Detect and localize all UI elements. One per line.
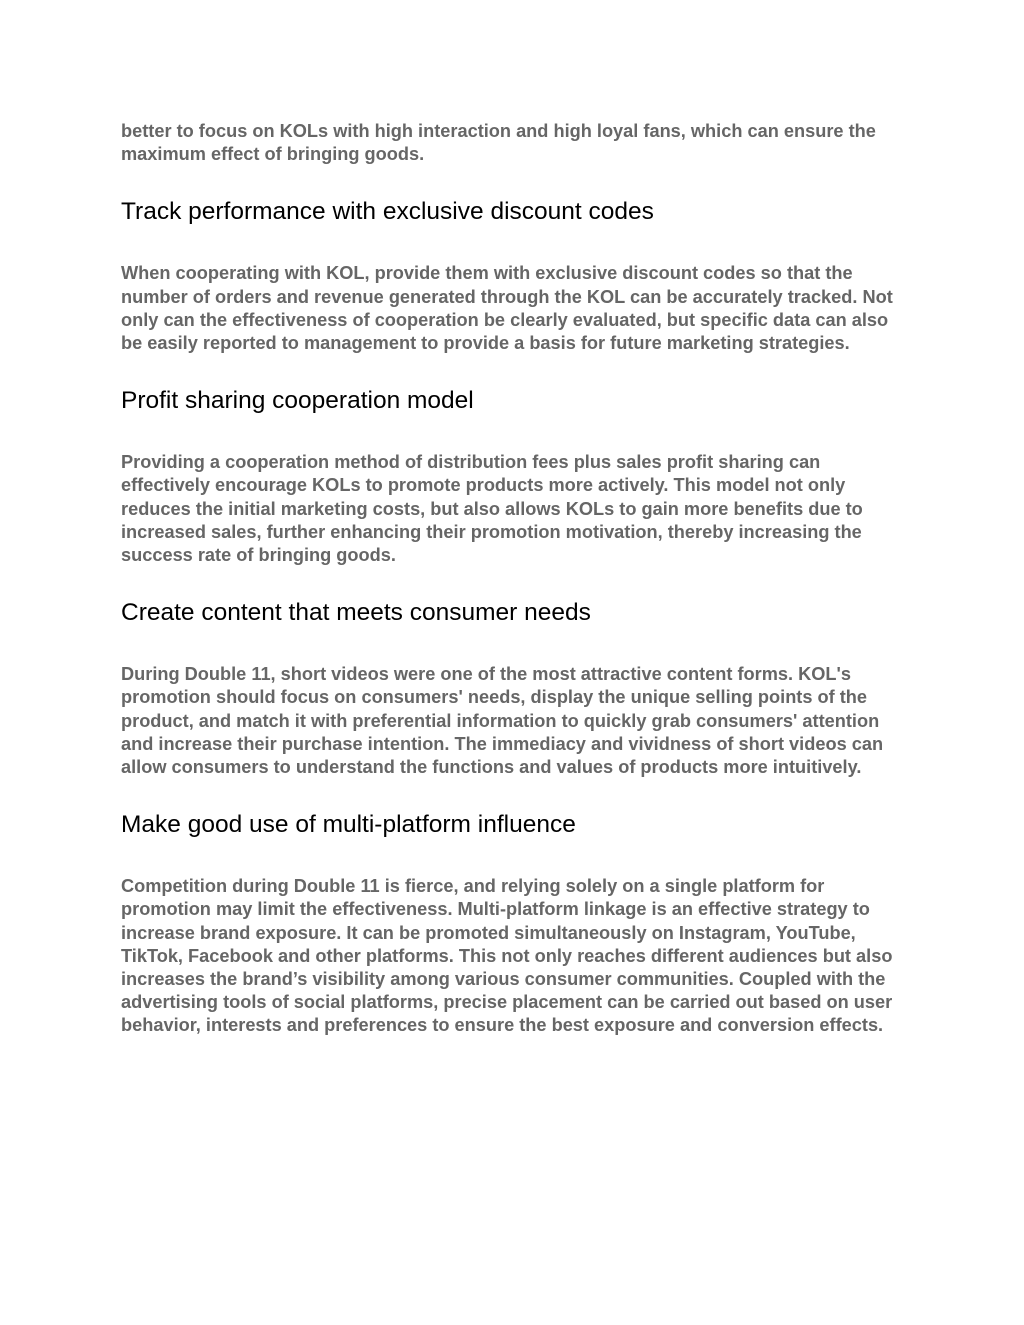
section-heading-consumer-content: Create content that meets consumer needs bbox=[121, 599, 591, 627]
section-heading-multi-platform: Make good use of multi-platform influence bbox=[121, 811, 576, 839]
section-body-multi-platform: Competition during Double 11 is fierce, and relying solely on a single platform for promotion may limit the effectiveness. Multi-platform linkage is an effective strategy to increase brand exposure. It can be promoted simultaneously on Instagram, YouTube, TikTok, Facebook and other platforms. This not only reaches different audiences but also increases the brand’s visibility among various consumer communities. Coupled with the advertising tools of social platforms, precise placement can be carried out based on user behavior, interests and preferences to ensure the best exposure and conversion effects. bbox=[121, 876, 893, 1036]
section-body-discount-codes: When cooperating with KOL, provide them with exclusive discount codes so that the number of orders and revenue generated through the KOL can be accurately tracked. Not only can the effectiveness of cooperation be clearly evaluated, but specific data can also be easily reported to management to provide a basis for future marketing strategies. bbox=[121, 263, 893, 354]
intro-paragraph: better to focus on KOLs with high interaction and high loyal fans, which can ensure the maximum effect of bringing goods. bbox=[121, 121, 876, 165]
section-heading-discount-codes: Track performance with exclusive discount codes bbox=[121, 198, 654, 226]
section-heading-profit-sharing: Profit sharing cooperation model bbox=[121, 387, 474, 415]
section-body-consumer-content: During Double 11, short videos were one of the most attractive content forms. KOL's promotion should focus on consumers' needs, display the unique selling points of the product, and match it with preferential information to quickly grab consumers' attention and increase their purchase intention. The immediacy and vividness of short videos can allow consumers to understand the functions and values of products more intuitively. bbox=[121, 664, 884, 778]
section-body-profit-sharing: Providing a cooperation method of distribution fees plus sales profit sharing can effectively encourage KOLs to promote products more actively. This model not only reduces the initial marketing costs, but also allows KOLs to gain more benefits due to increased sales, further enhancing their promotion motivation, thereby increasing the success rate of bringing goods. bbox=[121, 452, 863, 566]
document-page bbox=[121, 120, 911, 1038]
